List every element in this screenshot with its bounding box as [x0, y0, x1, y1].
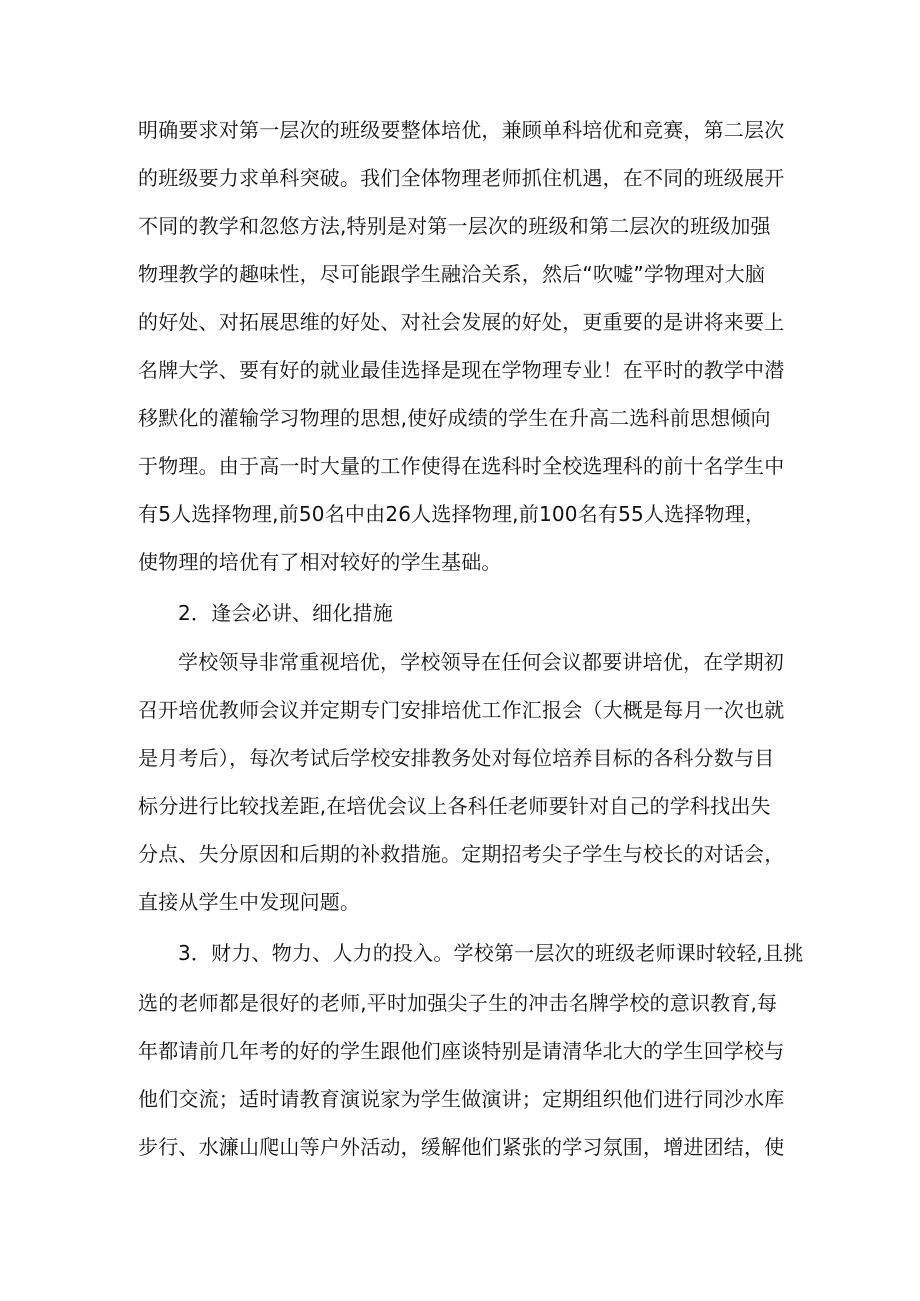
paragraph-line: 选的老师都是很好的老师,平时加强尖子生的冲击名牌学校的意识教育,每 — [138, 991, 778, 1015]
paragraph-line: 不同的教学和忽悠方法,特别是对第一层次的班级和第二层次的班级加强 — [138, 214, 771, 238]
paragraph-line: 年都请前几年考的好的学生跟他们座谈特别是请清华北大的学生回学校与 — [138, 1039, 785, 1063]
paragraph-line: 学校领导非常重视培优，学校领导在任何会议都要讲培优，在学期初 — [178, 650, 784, 674]
paragraph-line: 使物理的培优有了相对较好的学生基础。 — [138, 550, 502, 574]
paragraph-line: 直接从学生中发现问题。 — [138, 890, 361, 914]
paragraph-line: 于物理。由于高一时大量的工作使得在选科时全校选理科的前十名学生中 — [138, 454, 785, 478]
paragraph-line: 有5人选择物理,前50名中由26人选择物理,前100名有55人选择物理， — [138, 502, 766, 526]
paragraph-line: 明确要求对第一层次的班级要整体培优，兼顾单科培优和竞赛，第二层次 — [138, 118, 785, 142]
paragraph-line: 分点、失分原因和后期的补救措施。定期招考尖子学生与校长的对话会， — [138, 842, 785, 866]
paragraph-line: 标分进行比较找差距,在培优会议上各科任老师要针对自己的学科找出失 — [138, 794, 771, 818]
paragraph-line: 的班级要力求单科突破。我们全体物理老师抓住机遇，在不同的班级展开 — [138, 166, 785, 190]
paragraph-line: 步行、水濂山爬山等户外活动，缓解他们紧张的学习氛围，增进团结，使 — [138, 1135, 785, 1159]
paragraph-line: 召开培优教师会议并定期专门安排培优工作汇报会（大概是每月一次也就 — [138, 698, 785, 722]
paragraph-line: 名牌大学、要有好的就业最佳选择是现在学物理专业！在平时的教学中潜 — [138, 358, 785, 382]
section-heading: 2．逢会必讲、细化措施 — [178, 601, 393, 625]
paragraph-line: 物理教学的趣味性，尽可能跟学生融洽关系，然后“吹嘘”学物理对大脑 — [138, 262, 766, 286]
paragraph-line: 是月考后），每次考试后学校安排教务处对每位培养目标的各科分数与目 — [138, 746, 775, 770]
paragraph-line: 的好处、对拓展思维的好处、对社会发展的好处，更重要的是讲将来要上 — [138, 310, 785, 334]
paragraph-line: 移默化的灌输学习物理的思想,使好成绩的学生在升高二选科前思想倾向 — [138, 406, 771, 430]
paragraph-line: 他们交流；适时请教育演说家为学生做演讲；定期组织他们进行同沙水库 — [138, 1087, 785, 1111]
section-heading: 3．财力、物力、人力的投入。学校第一层次的班级老师课时较轻,且挑 — [178, 941, 804, 965]
